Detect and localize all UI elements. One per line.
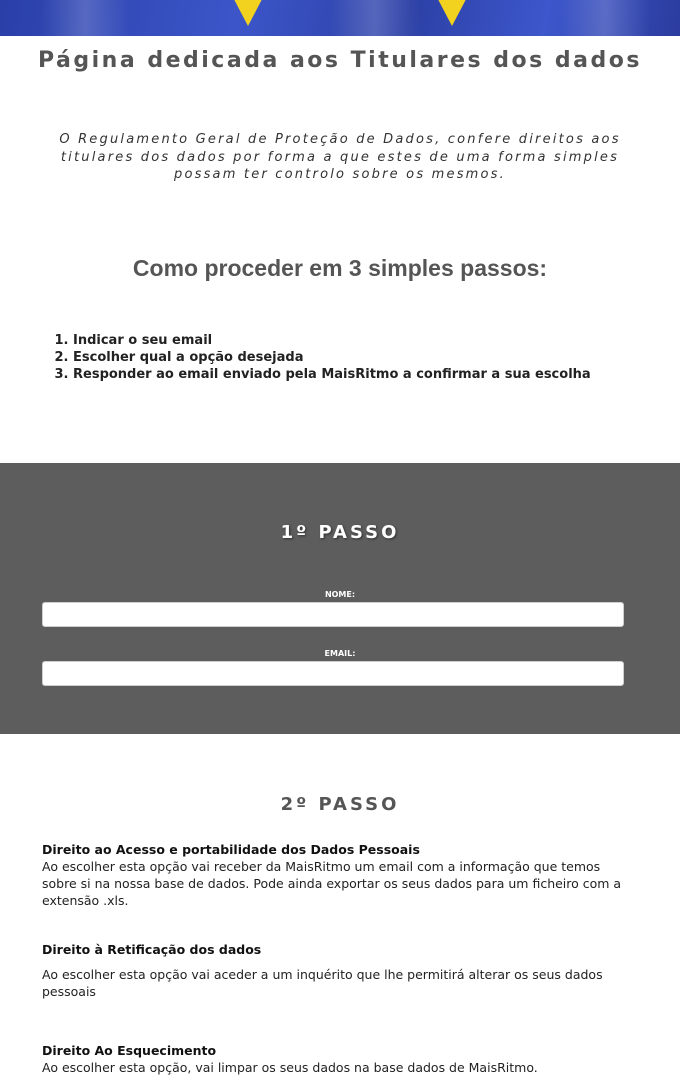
list-item: 2. Escolher qual a opção desejada <box>73 349 680 366</box>
name-label: NOME: <box>324 589 356 599</box>
list-item: 3. Responder ao email enviado pela MaisRitmo a confirmar a sua escolha <box>73 366 680 383</box>
eu-flag-banner <box>0 0 680 36</box>
right-description: Ao escolher esta opção vai aceder a um inquérito que lhe permitirá alterar os seus dados pessoais <box>42 966 603 999</box>
right-title: Direito à Retificação dos dados <box>42 941 262 957</box>
right-access-portability[interactable] <box>42 841 638 909</box>
right-erasure[interactable] <box>42 1042 638 1076</box>
right-description: Ao escolher esta opção vai receber da MaisRitmo um email com a informação que temos sobre si na nossa base de dados. Pode ainda exportar os seus dados para um ficheiro com a extensão .xls. <box>42 858 622 908</box>
name-field[interactable] <box>42 602 624 627</box>
howto-heading: Como proceder em 3 simples passos: <box>132 254 548 281</box>
email-label: EMAIL: <box>324 648 356 658</box>
right-title: Direito ao Acesso e portabilidade dos Dados Pessoais <box>42 841 420 857</box>
email-field[interactable] <box>42 661 624 686</box>
flag-fold <box>560 0 650 36</box>
list-item: 1. Indicar o seu email <box>73 332 680 349</box>
step1-form-section <box>0 463 680 734</box>
right-title: Direito Ao Esquecimento <box>42 1042 217 1058</box>
steps-list <box>0 332 680 383</box>
right-rectification[interactable] <box>42 941 638 1000</box>
intro-text: O Regulamento Geral de Proteção de Dados, confere direitos aos titulares dos dados por forma a que estes de uma forma simples possam ter controlo sobre os mesmos. <box>59 132 621 182</box>
step2-heading: 2º PASSO <box>280 793 400 815</box>
page-title: Página dedicada aos Titulares dos dados <box>38 48 642 73</box>
star-icon <box>430 0 474 26</box>
step1-heading: 1º PASSO <box>280 521 400 543</box>
flag-fold <box>330 0 420 36</box>
star-icon <box>226 0 270 26</box>
right-description: Ao escolher esta opção, vai limpar os seus dados na base dados de MaisRitmo. <box>42 1059 538 1075</box>
step2-section <box>0 794 680 1076</box>
flag-fold <box>40 0 130 36</box>
